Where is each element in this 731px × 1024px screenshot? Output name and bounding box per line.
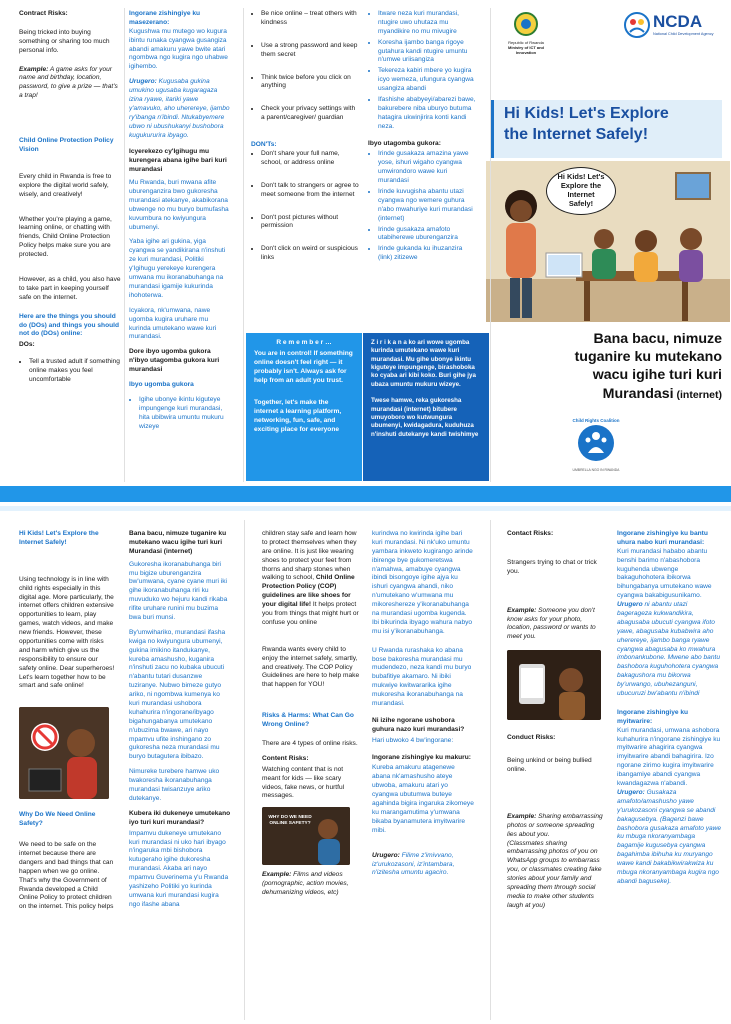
kin-dont-item: • Irinde gusakaza amafoto utabiherewe uburenganzira [378, 226, 476, 244]
child-phone-illustration [507, 650, 601, 720]
do-item: • Be nice online – treat others with kindness [261, 10, 359, 28]
speech-bubble: Hi Kids! Let's Explore the Internet Safely! [546, 167, 616, 215]
conduct-heading: Conduct Risks: [507, 734, 556, 742]
urugero2-label: Urugero: [617, 788, 645, 796]
vision-heading: Child Online Protection Policy Vision [19, 137, 114, 154]
zirikana-box [363, 333, 489, 481]
intro-text: Using technology is in line with child rights especially in this digital age. More particularly, the internet offers children extensive opportunities to learn, play games, watch videos, and make new friends. However, these opportunities come with risks and harm which give us the responsibility to ensure our safety online. Dear superheroes! Let's learn together how to be smart and safe online! [19, 575, 115, 690]
bottom-col1 [19, 530, 116, 1024]
republic-line1: Republic of Rwanda [508, 40, 544, 45]
urugero2-text: Gusakaza amafoto/amashusho yawe y'urukozasoni cyangwa se abandi bakagusebya. (Bagenzi bawe bashobora gusakaza amafoto yawe ku mbuga nkoranyambaga bagamije kugusebya cyangwa bagahimba ibihuha ku muryango wawe kandi bakabikwirakwiza ku mbuga nkoranyambaga kugira ngo abandi baguseke). [617, 788, 722, 885]
column-separator [124, 8, 125, 482]
donts-label: DON'Ts: [251, 141, 277, 149]
top-col4 [368, 10, 476, 332]
example2-text: Sharing embarrassing photos or someone spreading lies about you. [507, 812, 603, 838]
example-label: Example: [262, 871, 292, 879]
zirikana-title: Z i r i k a n a [371, 339, 407, 346]
do-item: • Use a strong password and keep them secret [261, 42, 359, 60]
kin-title-line4: Murandasi [602, 385, 674, 402]
republic-line2: Ministry of ICT and Innovation [508, 44, 544, 55]
column-separator [243, 8, 244, 482]
myitwarire-heading: Ingorane zishingiye ku myitwarire: [617, 708, 689, 725]
why-heading: Why Do We Need Online Safety? [19, 811, 96, 828]
example-label: Example: [19, 65, 49, 73]
kin-do-item: • Ifashishe ababyeyi/abarezi bawe, bakurebere niba uburyo butuma hatagira ukwinjirira konti kandi neza. [378, 96, 476, 132]
dont-item: • Don't talk to strangers or agree to meet someone from the internet [261, 182, 359, 200]
rwanda-logo [500, 12, 552, 58]
masezerano-heading: Ingorane zishingiye ku masezerano: [129, 10, 201, 26]
dos-label: DOs: [19, 341, 35, 349]
rwanda-seal-icon [514, 12, 538, 36]
column-separator [490, 520, 491, 1020]
bottom-col6 [617, 530, 723, 1024]
urugero-text: ni abantu utazi bagerageza kukwandikira, abagusaba ubucuti cyangwa ifoto yawe, abagusaba kubabwira aho uherereye, ijambo banga ryawe cyangwa abagusaba ko mwahura imbonankubone. Mwene abo bantu bashobora kuguhohotera cyangwa bakagushora mu bikorwa by'urwango, ubuhezanguni, ubucuruzi bw'abantu n'ibindi [617, 601, 721, 698]
however-text: However, as a child, you also have to take part in keeping yourself safe on the internet. [19, 276, 121, 301]
ibyo-utagomba-label: Ibyo utagomba gukora: [368, 139, 441, 147]
ibyo-item: • Igihe ubonye ikintu kiguteye impungenge kuri murandasi, hita ubibwira umuntu mukuru wizeye [139, 396, 231, 432]
kin-cover-title [500, 330, 722, 403]
child-thumbnail-1 [19, 707, 109, 799]
do-list [261, 10, 359, 123]
urwanda-text: U Rwanda rurashaka ko abana bose bakoresha murandasi mu mudendezo, neza kandi mu buryo bubafitiye akamaro. Ni ibiki mukwiye kwitwararika igihe mukoresha ikoranabuhanga na murandasi. [372, 646, 472, 708]
bana-text2: By'umwihariko, murandasi ifasha kwiga no kwiyungura ubumenyi, gukina imikino itandukanye, kureba amashusho, kuganira n'inshuti zacu no kubaka ubucuti n'abantu tutari dusanzwe tuziranye. Nubwo bimeze gutyo ariko, ni ngombwa kumenya ko kuri murandasi ushobora kuhahurira n'ingorane/ibyago bigahungabanya umutekano n'ubuzima bwawe, ari nayo mpamvu ufite inshingano zo gukoresha neza murandasi mu buryo butagutera ibibazo. [129, 628, 226, 761]
contact-example [19, 66, 123, 102]
kin-dont-list [378, 150, 476, 263]
dos-intro: Here are the things you should do (DOs) and things you should not do (DOs) online: [19, 312, 119, 338]
coalition-logo [562, 418, 630, 478]
ncda-emblem-icon [624, 12, 650, 38]
myitwarire-urugero [617, 789, 723, 887]
kin-do-item: • Tekereza kabiri mbere yo kugira icyo wemeza, ufungura cyangwa usangiza abandi [378, 67, 476, 94]
ncda-name: NCDA [653, 12, 703, 31]
shoes-text-bold: Child Online Protection Policy (COP) guidelines are like shoes for your digital life! [262, 574, 355, 609]
conduct-example [507, 813, 605, 840]
urugero-label: Urugero [617, 601, 643, 609]
bana-heading: Bana bacu, nimuze tuganire ku mutekano wacu igihe turi kuri Murandasi (internet) [129, 530, 227, 555]
ncda-logo [624, 12, 720, 44]
risks-heading: Risks & Harms: What Can Go Wrong Online? [262, 712, 354, 729]
bottom-col4 [372, 530, 474, 1024]
abo-heading: Ingorane zishingiye ku bantu uhura nabo kuri murandasi: [617, 530, 708, 546]
conduct-text: Being unkind or being bullied online. [507, 757, 592, 774]
yaba-text: Yaba igihe ari gukina, yiga cyangwa se yandikirana n'inshuti ze kuri murandasi, Politiki y'Igihugu yerekeye kurengera umwana mu ikoranabuhanga na murandasi igamije kukurinda ihohoterwa. [129, 238, 226, 299]
bana-text3: Nimureke turebere hamwe uko twakoresha ikoranabuhanga murandasi twisanzuye ariko dutekanye. [129, 768, 220, 802]
kin-title-line2: tuganire ku mutekano [574, 349, 722, 366]
zirikana-text-block [371, 339, 481, 389]
shoes-text-a: children stay safe and learn how to protect themselves when they are online. It is just like wearing shoes to protect your feet from thorns and sharp stones when walking to school, [262, 530, 357, 582]
shoes-text [262, 530, 362, 628]
column-separator [244, 520, 245, 1020]
risks-text: There are 4 types of online risks. [262, 740, 358, 748]
urugero-block [129, 78, 231, 140]
bana-text1: Gukoresha ikoranabuhanga biri mu bigize uburenganzira bw'umwana, cyane cyane muri iki gihe ikoranabuhanga riri ku muvuduko wo hejuru kandi rikaba rifite uruhare runini mu buzima bwa buri munsi. [129, 560, 228, 622]
top-col1 [19, 10, 123, 480]
why-text: We need to be safe on the internet because there are dangers and bad things that can happen when we go online. That's why the Government of Rwanda developed a Child Online Policy to protect children on the internet. This policy helps [19, 841, 114, 911]
icyakora-text: Icyakora, nk'umwana, nawe ugomba kugira uruhare mu kurinda umutekano wawe kuri murandasi. [129, 306, 217, 341]
kurindwa-text: kurindwa no kwirinda igihe bari kuri murandasi. Ni nk'uko umuntu yambara inkweto kugirango arinde ibirenge bye gukomeretswa n'amahwa, amabuye cyangwa ibindi bisongoye igihe ajya ku ishuri cyangwa ahandi, niko n'umutekano w'umwana mu mikoreshereze y'ikoranabuhanga na murandasi ugomba kugenda. Ibi bikurinda ibyago wahura nabyo mu isi y'ikoranabuhanga. [372, 530, 473, 635]
example-text: Films and videos (pornographic, action movies, dehumanizing videos, etc) [262, 871, 349, 897]
example2-label: Example: [507, 812, 537, 820]
urugero-text: Filime z'imivvano, iz'urukozasoni, iz'intambara, n'izitesha umuntu agaciro. [372, 851, 455, 877]
ni-text: Hari ubwoko 4 bw'ingorane: [372, 736, 454, 744]
kin-title-suffix: (internet) [673, 388, 722, 401]
contact-text: Strangers trying to chat or trick you. [507, 558, 597, 575]
column-separator [490, 8, 491, 482]
cover-title-line1: Hi Kids! Let's Explore [504, 105, 669, 122]
makuru-urugero [372, 852, 474, 879]
kids-illustration [486, 161, 730, 322]
kin-dont-item: • Irinde gusakaza amazina yawe yose, ishuri wigaho cyangwa umwirondoro wawe kuri murandasi [378, 150, 476, 186]
kin-title-line1: Bana bacu, nimuze [593, 331, 722, 347]
kin-do-item: • Itware neza kuri murandasi, ntugire uwo uhutaza mu myandikire no mu mivugire [378, 10, 476, 37]
remember-title: R e m e m b e r … [276, 339, 332, 346]
vision-text: Every child in Rwanda is free to explore the digital world safely, wisely, and creatively! [19, 172, 112, 198]
page-divider-strip [0, 506, 731, 511]
dont-item: • Don't share your full name, school, or address online [261, 150, 359, 168]
ncda-sub: National Child Development Agency [653, 32, 714, 36]
do-item: • Think twice before you click on anything [261, 74, 359, 92]
makuru-heading: Ingorane zishingiye ku makuru: [372, 753, 471, 761]
kubera-heading: Kubera iki dukeneye umutekano iyo turi kuri murandasi? [129, 809, 231, 826]
urugero-text: Kugusaba gukina umukino ugusaba kugaragaza izina ryawe, itariki yawe y'amavuko, aho uherereye, ijambo ry'ibanga n'ibindi. Ntukabyemere ubwo ni ubushukanyi bushobora kugukururira ibyago. [129, 78, 230, 139]
urugero-label: Urugero: [372, 851, 400, 859]
kubera-text: Impamvu dukeneye umutekano kuri murandasi ni uko hari ibyago n'ingaruka mbi bishobora kutugeraho igihe dukoresha murandasi. Akaba ari nayo mpamvu Guverinema y'u Rwanda yashizeho Politiki yo kurinda umwana kuri murandasi kugira ngo ifashe abana [129, 829, 229, 908]
kin-dont-item: • Irinde kuvugisha abantu utazi cyangwa ngo wemere guhura n'abo mwahuriye kuri murandasi (internet) [378, 188, 476, 224]
kin-title-line3: wacu igihe turi kuri [592, 367, 722, 384]
urugero-label: Urugero: [129, 78, 157, 86]
twese-text: Twese hamwe, reka gukoresha murandasi (internet) bitubere umuyoboro wo kutwungura ubumenyi, kwidagadura, kuduhuza n'inshuti dutekanye kandi twishimye [371, 397, 479, 438]
dont-list [261, 150, 359, 263]
stop-sign-child-illustration [19, 707, 109, 799]
classmates-text: (Classmates sharing embarrassing photos of you on WhatsApp groups to embarrass you, or classmates creating fake stories about your family and spreading them through social media to make other students laugh at you) [507, 839, 602, 909]
kin-dont-item: • Irinde gukanda ku ihuzanzira (link) zitizewe [378, 245, 476, 263]
example-label: Example: [507, 606, 537, 614]
top-col3 [251, 10, 359, 332]
content-risks-text: Watching content that is not meant for kids — like scary videos, fake news, or hurtful messages. [262, 765, 345, 800]
contact-example [507, 607, 605, 643]
ibyo-label: Ibyo ugomba gukora [129, 380, 194, 388]
kin-do-list [378, 10, 476, 132]
together-text: Together, let's make the internet a learning platform, networking, fun, safe, and exciting place for everyone [254, 399, 342, 434]
thumb-text: WHY DO WE NEED ONLINE SAFETY? [268, 815, 312, 827]
example-text: A game asks for your name and birthday, location, password, to give a prize — that's a trap! [19, 65, 118, 100]
top-col2 [129, 10, 231, 480]
dont-item: • Don't click on weird or suspicious links [261, 245, 359, 263]
remember-box [246, 333, 362, 481]
example-text: Someone you don't know asks for your photo, location, password or wants to meet you. [507, 606, 596, 641]
icyerekezo-heading: Icyerekezo cy'Igihugu mu kurengera abana igihe bari kuri murandasi [129, 148, 227, 174]
do-item: • Check your privacy settings with a parent/caregiver/ guardian [261, 105, 359, 123]
dont-item: • Don't post pictures without permission [261, 214, 359, 232]
abo-text: Kuri murandasi hababo abantu benshi barimo n'abashobora kuguhenda ubwenge bakaguhohotera ibikorwa bihungabanya umutekano wawe cyangwa bakabigusunikamo. [617, 547, 712, 600]
dore-heading: Dore ibyo ugomba gukora n'ibyo utagomba gukora kuri murandasi [129, 348, 220, 374]
coalition-name: Child Rights Coalition [572, 418, 620, 423]
cover-title-line2: the Internet Safely! [504, 125, 649, 143]
playing-text: Whether you're playing a game, learning online, or chatting with friends, Child Online Protection Policy helps make sure you are protected. [19, 215, 112, 259]
content-example [262, 871, 362, 898]
remember-text: You are in control! If something online doesn't feel right — it probably isn't. Always ask for help from an adult you trust. [254, 349, 353, 384]
contact-heading: Contact Risks: [507, 530, 554, 537]
coalition-sub: UMBRELLA NGO IN RWANDA [572, 468, 620, 472]
myitwarire-text: Kuri murandasi, umwana ashobora kuhahurira n'ingorane zishingiye ku myitwarire ahagirira cyangwa imyitwarire abandi bahagirira. Izo ngorane zirimo kugira imyitwarire ibangamiye abandi cyangwa kwandagazwa n'abandi. [617, 726, 721, 788]
why-safety-thumbnail [262, 807, 350, 865]
bottom-col2 [129, 530, 231, 1024]
makuru-text: Kureba amakuru atagenewe abana nk'amashusho ateye ubwoba, amakuru atari yo cyangwa ubutumwa buteye agahinda bigira ingaruka zikomeye ku marangamutima y'umwana bikaba byanamutera imyitwarire mibi. [372, 764, 474, 834]
zirikana-text: ko ari wowe ugomba kurinda umutekano wawe kuri murandasi. Mu gihe ubonye ikintu kiguteye impungenge, birashoboka ko cyaba ari kibi koko. Buri gihe jya ubaza umuntu mukuru wizeye. [371, 339, 476, 388]
shoes-text-b: It helps protect you from things that might hurt or confuse you online [262, 601, 359, 626]
page-divider [0, 486, 731, 502]
abo-urugero [617, 601, 723, 699]
bottom-col3 [262, 530, 362, 1024]
bottom-col5 [507, 530, 605, 1024]
contact-risks-heading: Contract Risks: [19, 10, 68, 17]
hi-kids-heading: Hi Kids! Let's Explore the Internet Safely! [19, 530, 99, 546]
kin-do-item: • Koresha ijambo banga rigoye gutahura kandi ntugire umuntu n'umwe uriisangiza [378, 39, 476, 66]
cover-title-box [490, 100, 722, 158]
dos-item: • Tell a trusted adult if something online makes you feel uncomfortable [29, 358, 123, 385]
child-phone-thumbnail [507, 650, 601, 720]
ni-heading: Ni izihe ngorane ushobora guhura nazo kuri murandasi? [372, 716, 465, 733]
icyerekezo-text: Mu Rwanda, buri mwana afite uburenganzira bwo gukoresha murandasi atekanye, akabikorana ubwenge no mu buryo bumufasha kuvumbura no kwiyungura ubumenyi. [129, 179, 229, 231]
contact-risks-text: Being tricked into buying something or sharing too much personal info. [19, 28, 110, 54]
kin-title-line4-wrap [500, 385, 722, 403]
masezerano-text: Kugushwa mu mutego wo kugura ibintu runaka cyangwa gusangiza abandi amakuru yawe bwite atari ngombwa ngo kugira ngo uhabwe igihembo. [129, 27, 228, 71]
coalition-emblem-icon [576, 423, 616, 463]
rwanda-wants-text: Rwanda wants every child to enjoy the internet safely, smartly, and creatively. The COP Policy Guidelines are here to help make that happen for YOU! [262, 645, 360, 689]
content-risks-heading: Content Risks: [262, 754, 309, 762]
